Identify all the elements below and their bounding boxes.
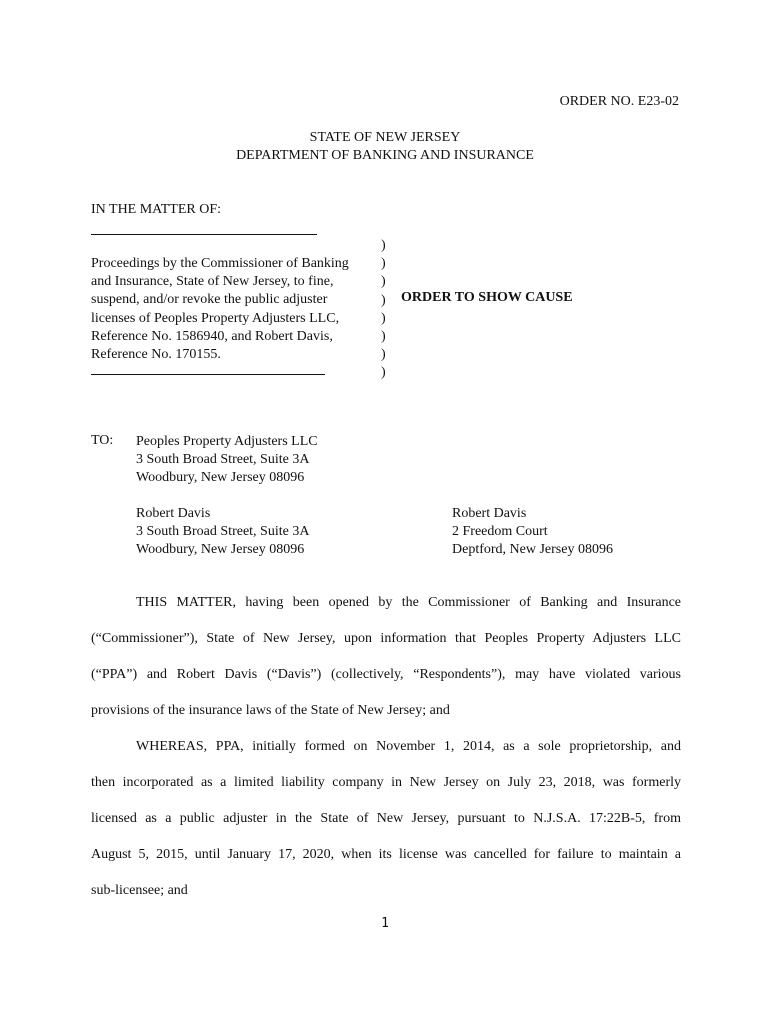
caption-top-rule	[91, 234, 317, 235]
order-title: ORDER TO SHOW CAUSE	[401, 290, 573, 305]
recipient-line: Woodbury, New Jersey 08096	[136, 470, 305, 485]
department-heading: DEPARTMENT OF BANKING AND INSURANCE	[236, 148, 534, 163]
caption-paren: )	[381, 365, 386, 381]
caption-paren: )	[381, 274, 386, 290]
caption-line: licenses of Peoples Property Adjusters LLC,	[91, 310, 340, 326]
paragraph-line: sub-licensee; and	[91, 883, 188, 898]
caption-paren: )	[381, 328, 386, 344]
order-number: ORDER NO. E23-02	[559, 94, 679, 109]
paragraph-line: August 5, 2015, until January 17, 2020, when its license was cancelled for failure to maintain a	[91, 847, 681, 862]
paragraph-line: (“PPA”) and Robert Davis (“Davis”) (collectively, “Respondents”), may have violated various	[91, 667, 681, 682]
recipient-line: 3 South Broad Street, Suite 3A	[136, 524, 310, 539]
recipient-line: Deptford, New Jersey 08096	[452, 542, 613, 557]
page-number: 1	[381, 916, 389, 931]
paragraph-this-matter	[91, 594, 681, 738]
caption-line: Reference No. 170155.	[91, 347, 221, 363]
recipient-line: Woodbury, New Jersey 08096	[136, 542, 305, 557]
caption-paren: )	[381, 256, 386, 272]
paragraph-line: provisions of the insurance laws of the State of New Jersey; and	[91, 703, 450, 718]
matter-label: IN THE MATTER OF:	[91, 202, 222, 217]
caption-line: Proceedings by the Commissioner of Banking	[91, 256, 349, 271]
caption-bottom-rule	[91, 374, 325, 375]
paragraph-line: then incorporated as a limited liability company in New Jersey on July 23, 2018, was formerly	[91, 775, 681, 790]
recipient-davis-home	[452, 505, 613, 559]
paragraph-line: (“Commissioner”), State of New Jersey, upon information that Peoples Property Adjusters LLC	[91, 631, 681, 646]
recipient-ppa	[136, 433, 318, 487]
recipient-line: Robert Davis	[452, 506, 527, 521]
caption-paren: )	[381, 310, 386, 326]
caption-paren: )	[381, 347, 386, 363]
to-label: TO:	[91, 433, 114, 448]
recipient-line: Robert Davis	[136, 506, 211, 521]
recipient-davis-business	[136, 505, 309, 559]
paragraph-line: THIS MATTER, having been opened by the Commissioner of Banking and Insurance	[136, 595, 681, 610]
caption-paren: )	[381, 292, 386, 308]
caption-parenthesis-column	[381, 237, 386, 383]
case-caption	[91, 255, 349, 364]
caption-line: and Insurance, State of New Jersey, to fine,	[91, 274, 334, 290]
caption-line: suspend, and/or revoke the public adjuster	[91, 292, 328, 308]
paragraph-line: WHEREAS, PPA, initially formed on November 1, 2014, as a sole proprietorship, and	[136, 739, 681, 754]
paragraph-line: licensed as a public adjuster in the State of New Jersey, pursuant to N.J.S.A. 17:22B-5, from	[91, 811, 681, 826]
paragraph-whereas	[91, 738, 681, 918]
recipient-line: Peoples Property Adjusters LLC	[136, 434, 318, 449]
caption-paren: )	[381, 238, 386, 253]
caption-line: Reference No. 1586940, and Robert Davis,	[91, 328, 333, 344]
state-heading: STATE OF NEW JERSEY	[309, 130, 461, 145]
recipient-line: 2 Freedom Court	[452, 524, 548, 539]
recipient-line: 3 South Broad Street, Suite 3A	[136, 452, 310, 467]
